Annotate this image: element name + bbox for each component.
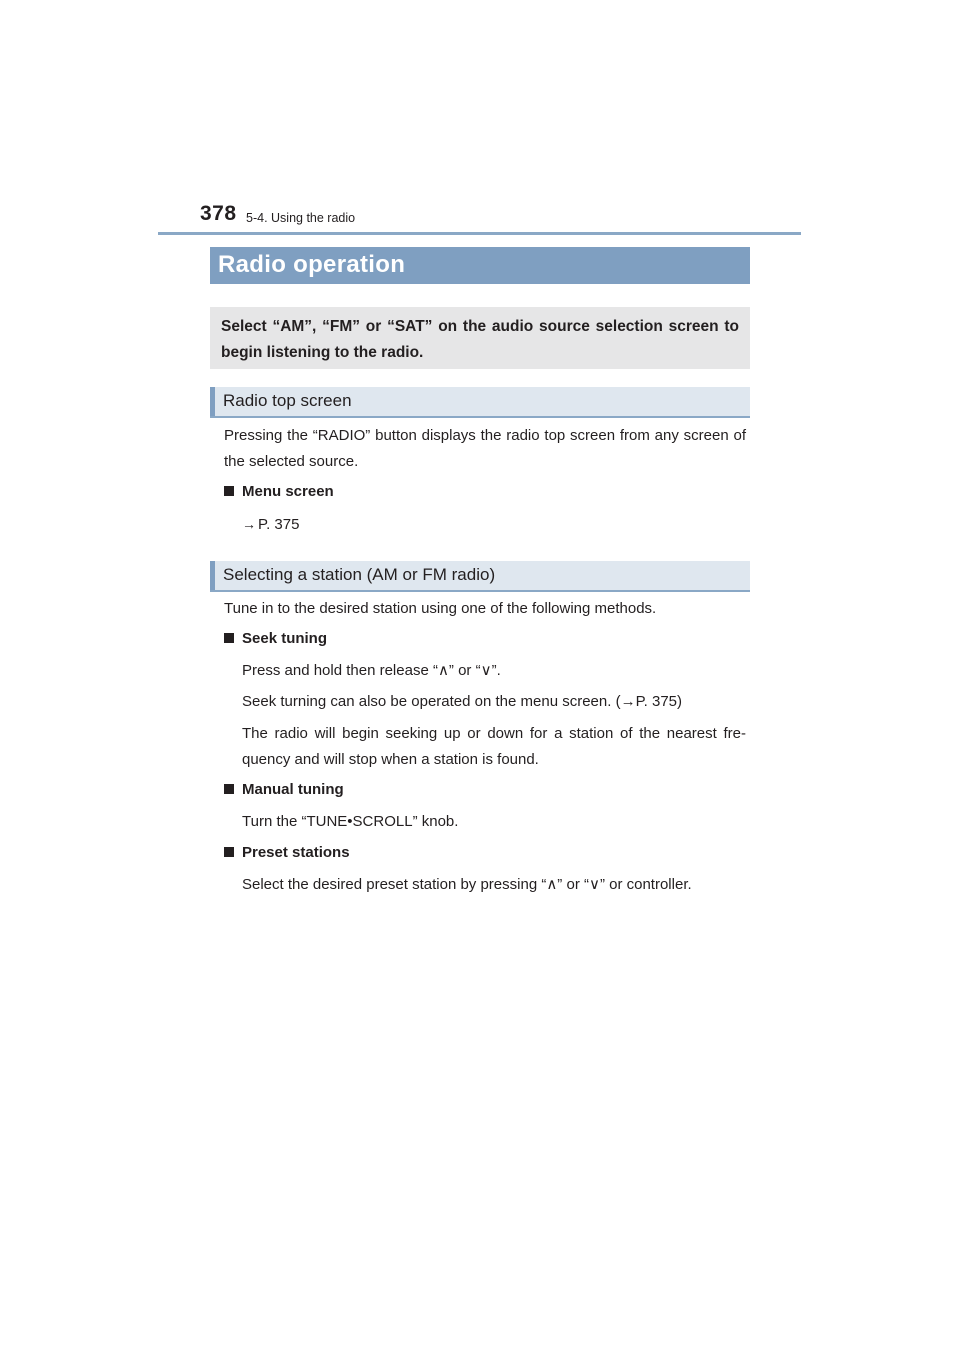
seek-tuning-line2: Seek turning can also be operated on the menu screen. (→P. 375) <box>242 693 683 710</box>
preset-stations-line1: Select the desired preset station by pressing “∧” or “∨” or controller. <box>242 876 692 893</box>
subheading-accent <box>210 561 215 590</box>
seek-tuning-line3: The radio will begin seeking up or down for a station of the nearest fre-quency and will stop when a station is found. <box>242 725 746 768</box>
manual-tuning-label: Manual tuning <box>242 781 344 798</box>
square-bullet-icon <box>224 847 234 857</box>
subheading-radio-top-screen <box>210 387 750 418</box>
manual-tuning-line1: Turn the “TUNE•SCROLL” knob. <box>242 813 459 830</box>
square-bullet-icon <box>224 486 234 496</box>
radio-top-screen-text: Pressing the “RADIO” button displays the radio top screen from any screen of the selected source. <box>224 427 746 470</box>
seek-tuning-label: Seek tuning <box>242 630 328 647</box>
seek-tuning-line1: Press and hold then release “∧” or “∨”. <box>242 662 501 679</box>
subheading-selecting-station <box>210 561 750 592</box>
subheading-accent <box>210 387 215 416</box>
page-title: Radio operation <box>218 251 406 278</box>
page-number: 378 <box>200 202 237 225</box>
square-bullet-icon <box>224 784 234 794</box>
preset-stations-label: Preset stations <box>242 844 350 861</box>
title-bar <box>210 247 750 284</box>
section-label: 5-4. Using the radio <box>246 211 356 225</box>
intro-box <box>210 307 750 369</box>
manual-tuning-heading <box>224 781 344 798</box>
seek-tuning-heading <box>224 630 327 647</box>
menu-screen-label: Menu screen <box>242 483 334 500</box>
menu-screen-ref[interactable] <box>242 511 299 538</box>
subheading-label: Radio top screen <box>223 391 352 410</box>
selecting-station-text: Tune in to the desired station using one of the following methods. <box>224 600 657 617</box>
subheading-label: Selecting a station (AM or FM radio) <box>223 565 496 584</box>
menu-screen-heading <box>224 483 334 500</box>
header-rule <box>158 232 801 235</box>
square-bullet-icon <box>224 633 234 643</box>
preset-stations-heading <box>224 844 350 861</box>
arrow-right-icon: → <box>242 516 256 532</box>
menu-screen-page-ref[interactable]: P. 375 <box>258 516 300 533</box>
intro-text: Select “AM”, “FM” or “SAT” on the audio source selection screen to begin listening to the radio. <box>221 318 739 361</box>
